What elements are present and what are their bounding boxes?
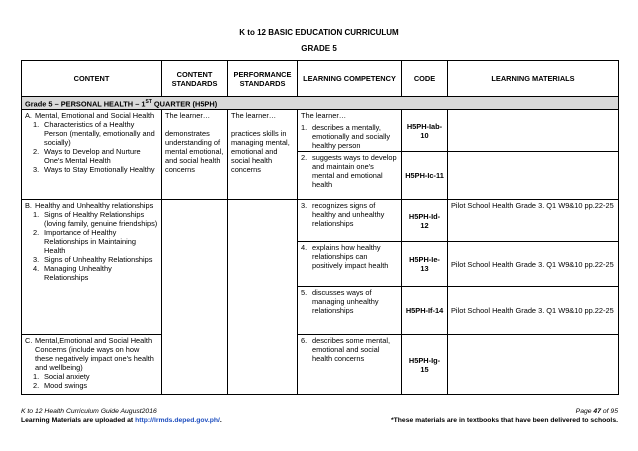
materials-5: Pilot School Health Grade 3. Q1 W9&10 pp.22-25	[448, 287, 619, 335]
materials-1	[448, 110, 619, 152]
materials-2	[448, 152, 619, 200]
materials-4: Pilot School Health Grade 3. Q1 W9&10 pp.22-25	[448, 242, 619, 287]
code-4: H5PH-Ie-13	[402, 242, 448, 287]
content-section-c: C. Mental,Emotional and Social Health Concerns (include ways on how these negatively impact one's health and wellbeing) 1. Social anxiety 2. Mood swings	[22, 335, 162, 395]
competency-3: 3. recognizes signs of healthy and unhealthy relationships	[298, 200, 402, 242]
table-row	[22, 335, 619, 395]
grade-heading: GRADE 5	[301, 44, 337, 53]
lrmds-link[interactable]: http://lrmds.deped.gov.ph/	[135, 417, 220, 424]
curriculum-table	[21, 60, 619, 395]
page-number: Page 47 of 95	[575, 408, 618, 415]
code-6: H5PH-Ig-15	[402, 335, 448, 395]
materials-6	[448, 335, 619, 395]
code-2: H5PH-Ic-11	[402, 152, 448, 200]
materials-3: Pilot School Health Grade 3. Q1 W9&10 pp.22-25	[448, 200, 619, 242]
col-content-standards: CONTENT STANDARDS	[162, 61, 228, 97]
textbook-note: *These materials are in textbooks that have been delivered to schools.	[390, 417, 618, 424]
col-learning-competency: LEARNING COMPETENCY	[298, 61, 402, 97]
code-3: H5PH-Id-12	[402, 200, 448, 242]
performance-standard: The learner… practices skills in managing mental, emotional and social health concerns	[228, 110, 298, 200]
col-content: CONTENT	[22, 61, 162, 97]
code-1: H5PH-Iab-10	[402, 110, 448, 152]
table-header-row	[22, 61, 619, 97]
content-standard: The learner… demonstrates understanding of mental emotional, and social health concerns	[162, 110, 228, 200]
table-row	[22, 200, 619, 242]
col-learning-materials: LEARNING MATERIALS	[448, 61, 619, 97]
content-section-a: A. Mental, Emotional and Social Health 1. Characteristics of a Healthy Person (mentally, emotionally and socially) 2. Ways to Develop and Nurture One's Mental Health 3. Ways to Stay Emotionally Healthy	[22, 110, 162, 200]
document-title: K to 12 BASIC EDUCATION CURRICULUM	[239, 28, 399, 37]
competency-4: 4. explains how healthy relationships can positively impact health	[298, 242, 402, 287]
upload-note: Learning Materials are uploaded at http://lrmds.deped.gov.ph/.	[21, 417, 222, 424]
competency-6: 6. describes some mental, emotional and social health concerns	[298, 335, 402, 395]
guide-label: K to 12 Health Curriculum Guide August2016	[21, 408, 157, 415]
col-code: CODE	[402, 61, 448, 97]
competency-5: 5. discusses ways of managing unhealthy relationships	[298, 287, 402, 335]
quarter-label: Grade 5 – PERSONAL HEALTH – 1ST QUARTER (H5PH)	[22, 97, 619, 110]
quarter-row	[22, 97, 619, 110]
col-performance-standards: PERFORMANCE STANDARDS	[228, 61, 298, 97]
content-section-b: B. Healthy and Unhealthy relationships 1. Signs of Healthy Relationships (loving family, genuine friendships) 2. Importance of Healthy Relationships in Maintaining Health 3. Signs of Unhealthy Relationships 4. Managing Unhealthy Relationships	[22, 200, 162, 335]
competency-1: The learner… 1. describes a mentally, emotionally and socially healthy person	[298, 110, 402, 152]
performance-standard-empty	[228, 200, 298, 395]
table-row	[22, 110, 619, 152]
competency-2: 2. suggests ways to develop and maintain one's mental and emotional health	[298, 152, 402, 200]
content-standard-empty	[162, 200, 228, 395]
code-5: H5PH-If-14	[402, 287, 448, 335]
